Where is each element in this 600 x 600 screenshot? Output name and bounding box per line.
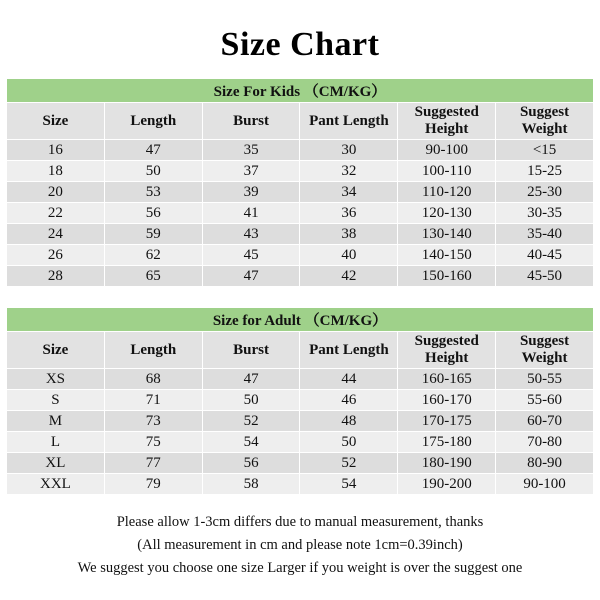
table-row [7,182,594,203]
section-header-adult-label: Size for Adult （CM/KG） [7,308,594,332]
cell-pant-length: 36 [300,203,398,224]
cell-pant-length: 54 [300,474,398,495]
cell-length: 73 [104,411,202,432]
section-header-kids [7,79,594,103]
cell-suggested-height: 120-130 [398,203,496,224]
cell-size: 22 [7,203,105,224]
cell-suggest-weight: 60-70 [496,411,594,432]
table-row [7,432,594,453]
cell-length: 53 [104,182,202,203]
cell-pant-length: 46 [300,390,398,411]
cell-burst: 39 [202,182,300,203]
cell-suggest-weight: 40-45 [496,245,594,266]
cell-pant-length: 44 [300,369,398,390]
footnotes [6,511,594,580]
column-header-burst: Burst [202,332,300,369]
table-row [7,390,594,411]
cell-burst: 54 [202,432,300,453]
cell-suggested-height: 180-190 [398,453,496,474]
cell-size: 24 [7,224,105,245]
column-header-row-kids [7,103,594,140]
column-header-pant-length: Pant Length [300,332,398,369]
footnote-size-advice: We suggest you choose one size Larger if you weight is over the suggest one [77,560,523,576]
cell-pant-length: 34 [300,182,398,203]
cell-pant-length: 42 [300,266,398,287]
cell-burst: 35 [202,140,300,161]
table-row [7,369,594,390]
cell-burst: 45 [202,245,300,266]
column-header-suggest-weight: Suggest Weight [496,332,594,369]
table-row [7,266,594,287]
table-row [7,474,594,495]
footnote-measurement-tolerance: Please allow 1-3cm differs due to manual measurement, thanks [116,514,484,530]
size-chart-table [6,78,594,495]
cell-size: 16 [7,140,105,161]
column-header-length: Length [104,103,202,140]
cell-size: 20 [7,182,105,203]
cell-suggested-height: 160-165 [398,369,496,390]
cell-burst: 47 [202,266,300,287]
cell-length: 65 [104,266,202,287]
cell-burst: 50 [202,390,300,411]
cell-length: 75 [104,432,202,453]
cell-pant-length: 48 [300,411,398,432]
cell-length: 79 [104,474,202,495]
cell-burst: 52 [202,411,300,432]
column-header-pant-length: Pant Length [300,103,398,140]
cell-pant-length: 40 [300,245,398,266]
cell-burst: 41 [202,203,300,224]
cell-pant-length: 50 [300,432,398,453]
cell-suggest-weight: 25-30 [496,182,594,203]
column-header-size: Size [7,103,105,140]
cell-pant-length: 52 [300,453,398,474]
cell-pant-length: 32 [300,161,398,182]
cell-length: 50 [104,161,202,182]
table-row [7,224,594,245]
cell-suggest-weight: 30-35 [496,203,594,224]
table-row [7,161,594,182]
cell-size: XS [7,369,105,390]
cell-length: 56 [104,203,202,224]
cell-burst: 37 [202,161,300,182]
cell-suggested-height: 140-150 [398,245,496,266]
cell-size: S [7,390,105,411]
cell-size: XXL [7,474,105,495]
cell-burst: 58 [202,474,300,495]
table-row [7,140,594,161]
cell-suggested-height: 160-170 [398,390,496,411]
cell-size: L [7,432,105,453]
cell-suggest-weight: <15 [496,140,594,161]
cell-suggest-weight: 50-55 [496,369,594,390]
cell-suggested-height: 175-180 [398,432,496,453]
cell-size: 26 [7,245,105,266]
cell-burst: 56 [202,453,300,474]
cell-length: 71 [104,390,202,411]
section-header-kids-label: Size For Kids （CM/KG） [7,79,594,103]
cell-suggested-height: 100-110 [398,161,496,182]
cell-suggest-weight: 55-60 [496,390,594,411]
cell-burst: 47 [202,369,300,390]
column-header-size: Size [7,332,105,369]
cell-suggested-height: 150-160 [398,266,496,287]
table-body [7,79,594,495]
cell-suggest-weight: 45-50 [496,266,594,287]
column-header-suggest-weight: Suggest Weight [496,103,594,140]
table-row [7,453,594,474]
column-header-burst: Burst [202,103,300,140]
cell-length: 59 [104,224,202,245]
cell-length: 62 [104,245,202,266]
cell-size: M [7,411,105,432]
cell-suggest-weight: 90-100 [496,474,594,495]
table-row [7,203,594,224]
cell-suggested-height: 130-140 [398,224,496,245]
cell-suggest-weight: 35-40 [496,224,594,245]
column-header-row-adult [7,332,594,369]
page-title: Size Chart [220,26,380,63]
cell-suggest-weight: 80-90 [496,453,594,474]
column-header-suggested-height: Suggested Height [398,103,496,140]
cell-pant-length: 30 [300,140,398,161]
cell-suggested-height: 110-120 [398,182,496,203]
cell-suggested-height: 190-200 [398,474,496,495]
cell-pant-length: 38 [300,224,398,245]
cell-suggest-weight: 15-25 [496,161,594,182]
cell-suggested-height: 90-100 [398,140,496,161]
cell-burst: 43 [202,224,300,245]
cell-size: XL [7,453,105,474]
column-header-length: Length [104,332,202,369]
table-row [7,245,594,266]
cell-suggested-height: 170-175 [398,411,496,432]
cell-length: 77 [104,453,202,474]
table-row [7,411,594,432]
footnote-unit-conversion: (All measurement in cm and please note 1cm=0.39inch) [137,537,463,553]
section-spacer [7,287,594,308]
column-header-suggested-height: Suggested Height [398,332,496,369]
section-header-adult [7,308,594,332]
cell-suggest-weight: 70-80 [496,432,594,453]
cell-size: 28 [7,266,105,287]
cell-size: 18 [7,161,105,182]
cell-length: 47 [104,140,202,161]
cell-length: 68 [104,369,202,390]
